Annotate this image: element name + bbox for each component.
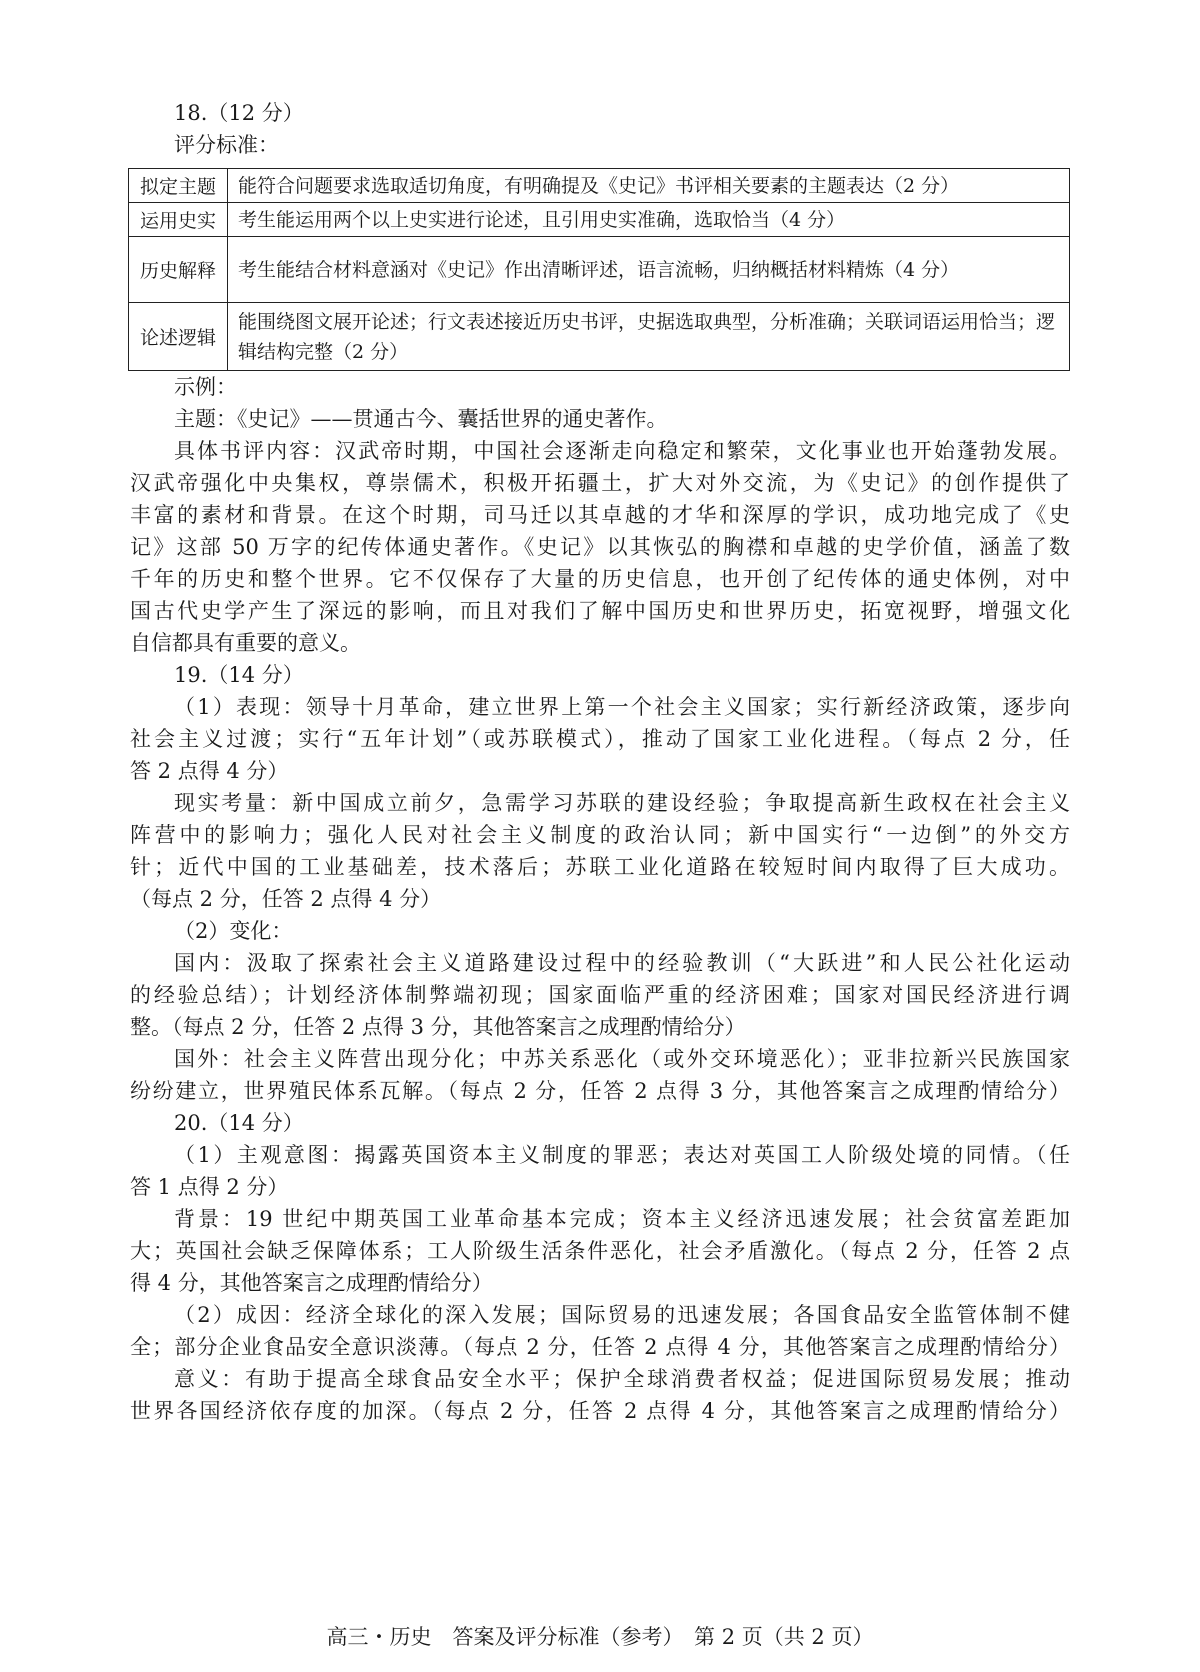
page-footer: 高三・历史 答案及评分标准（参考） 第 2 页（共 2 页） — [326, 1625, 874, 1649]
rubric-row — [129, 203, 1070, 237]
rubric-description: 考生能运用两个以上史实进行论述，且引用史实准确，选取恰当（4 分） — [228, 203, 1070, 237]
q20-heading: 20.（14 分） — [174, 1111, 304, 1135]
q19-part1-line: 社会主义过渡；实行“五年计划”（或苏联模式），推动了国家工业化进程。（每点 2 分，任 — [130, 727, 1070, 751]
rubric-description: 能符合问题要求选取适切角度，有明确提及《史记》书评相关要素的主题表达（2 分） — [228, 169, 1070, 203]
q19-considerations-line: 针；近代中国的工业基础差，技术落后；苏联工业化道路在较短时间内取得了巨大成功。 — [130, 855, 1070, 879]
q19-part1-line: （1）表现：领导十月革命，建立世界上第一个社会主义国家；实行新经济政策，逐步向 — [174, 695, 1070, 719]
rubric-category: 历史解释 — [129, 237, 228, 303]
q18-review-line: 具体书评内容：汉武帝时期，中国社会逐渐走向稳定和繁荣，文化事业也开始蓬勃发展。 — [174, 439, 1070, 463]
q19-domestic-line: 的经验总结）；计划经济体制弊端初现；国家面临严重的经济困难；国家对国民经济进行调 — [130, 983, 1070, 1007]
q20-significance-line: 意义：有助于提高全球食品安全水平；保护全球消费者权益；促进国际贸易发展；推动 — [174, 1367, 1070, 1391]
q19-foreign-line: 纷纷建立，世界殖民体系瓦解。（每点 2 分，任答 2 点得 3 分，其他答案言之成理酌情给分） — [130, 1079, 1070, 1103]
q20-causes-line: （2）成因：经济全球化的深入发展；国际贸易的迅速发展；各国食品安全监管体制不健 — [174, 1303, 1070, 1327]
q18-review-line: 丰富的素材和背景。在这个时期，司马迁以其卓越的才华和深厚的学识，成功地完成了《史 — [130, 503, 1070, 527]
q18-criteria-label: 评分标准： — [174, 133, 279, 157]
q18-example-label: 示例： — [174, 375, 237, 399]
q19-heading: 19.（14 分） — [174, 663, 304, 687]
rubric-category: 论述逻辑 — [129, 303, 228, 371]
q18-review-line: 汉武帝强化中央集权，尊崇儒术，积极开拓疆土，扩大对外交流，为《史记》的创作提供了 — [130, 471, 1070, 495]
q19-part2-label: （2）变化： — [174, 919, 293, 943]
q20-significance-line: 世界各国经济依存度的加深。（每点 2 分，任答 2 点得 4 分，其他答案言之成理酌情给分） — [130, 1399, 1070, 1423]
q19-domestic-line: 整。（每点 2 分，任答 2 点得 3 分，其他答案言之成理酌情给分） — [130, 1015, 746, 1039]
scoring-rubric-table — [128, 168, 1070, 371]
q19-foreign-line: 国外：社会主义阵营出现分化；中苏关系恶化（或外交环境恶化）；亚非拉新兴民族国家 — [174, 1047, 1070, 1071]
q18-review-line: 自信都具有重要的意义。 — [130, 631, 361, 655]
rubric-category: 运用史实 — [129, 203, 228, 237]
rubric-row — [129, 237, 1070, 303]
rubric-row — [129, 303, 1070, 371]
q18-review-line: 记》这部 50 万字的纪传体通史著作。《史记》以其恢弘的胸襟和卓越的史学价值，涵盖了数 — [130, 535, 1070, 559]
q20-part1-line: （1）主观意图：揭露英国资本主义制度的罪恶；表达对英国工人阶级处境的同情。（任 — [174, 1143, 1070, 1167]
q18-heading: 18.（12 分） — [174, 101, 304, 125]
q20-background-line: 大；英国社会缺乏保障体系；工人阶级生活条件恶化，社会矛盾激化。（每点 2 分，任答 2 点 — [130, 1239, 1070, 1263]
q19-considerations-line: 现实考量：新中国成立前夕，急需学习苏联的建设经验；争取提高新生政权在社会主义 — [174, 791, 1070, 815]
q19-domestic-line: 国内：汲取了探索社会主义道路建设过程中的经验教训（“大跃进”和人民公社化运动 — [174, 951, 1070, 975]
q18-review-line: 千年的历史和整个世界。它不仅保存了大量的历史信息，也开创了纪传体的通史体例，对中 — [130, 567, 1070, 591]
rubric-description: 能围绕图文展开论述；行文表述接近历史书评，史据选取典型，分析准确；关联词语运用恰当；逻辑结构完整（2 分） — [228, 303, 1070, 371]
q18-theme: 主题：《史记》——贯通古今、囊括世界的通史著作。 — [174, 407, 668, 431]
q20-background-line: 得 4 分，其他答案言之成理酌情给分） — [130, 1271, 493, 1295]
q18-review-line: 国古代史学产生了深远的影响，而且对我们了解中国历史和世界历史，拓宽视野，增强文化 — [130, 599, 1070, 623]
q20-causes-line: 全；部分企业食品安全意识淡薄。（每点 2 分，任答 2 点得 4 分，其他答案言之成理酌情给分） — [130, 1335, 1070, 1359]
rubric-description: 考生能结合材料意涵对《史记》作出清晰评述，语言流畅，归纳概括材料精炼（4 分） — [228, 237, 1070, 303]
q19-part1-line: 答 2 点得 4 分） — [130, 759, 289, 783]
q19-considerations-line: 阵营中的影响力；强化人民对社会主义制度的政治认同；新中国实行“一边倒”的外交方 — [130, 823, 1070, 847]
q20-part1-line: 答 1 点得 2 分） — [130, 1175, 289, 1199]
rubric-row — [129, 169, 1070, 203]
q19-considerations-line: （每点 2 分，任答 2 点得 4 分） — [130, 887, 442, 911]
q20-background-line: 背景：19 世纪中期英国工业革命基本完成；资本主义经济迅速发展；社会贫富差距加 — [174, 1207, 1070, 1231]
rubric-category: 拟定主题 — [129, 169, 228, 203]
